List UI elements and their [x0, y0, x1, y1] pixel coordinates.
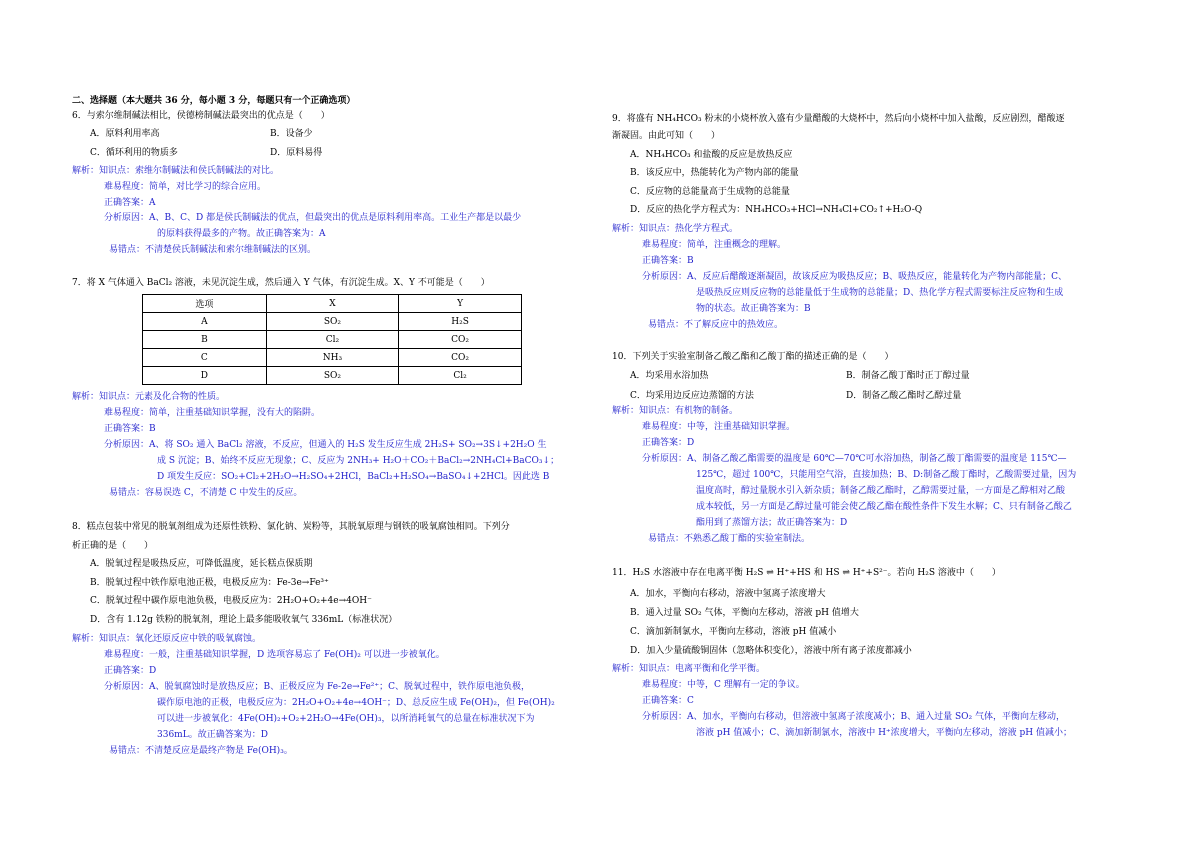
analysis-line: 分析原因：A、将 SO₂ 通入 BaCl₂ 溶液，不反应，但通入的 H₂S 发生反应生成 2H₂S+ SO₂→3S↓+2H₂O 生: [104, 440, 547, 450]
option: C．滴加新制氯水，平衡向左移动，溶液 pH 值减小: [630, 627, 837, 637]
option: A．原料利用率高: [90, 129, 160, 139]
analysis-line: 分析原因：A、制备乙酸乙酯需要的温度是 60℃—70℃可水浴加热，制备乙酸丁酯需要的温度是 115℃—: [642, 454, 1067, 464]
option: B．制备乙酸丁酯时正丁醇过量: [846, 371, 970, 381]
option: D．反应的热化学方程式为：NH₄HCO₃+HCl→NH₄Cl+CO₂↑+H₂O-Q: [630, 205, 923, 215]
analysis-line: 正确答案：B: [642, 256, 694, 266]
analysis-line: 温度高时，醇过量脱水引入新杂质；制备乙酸乙酯时，乙醇需要过量，一方面是乙醇相对乙酸: [696, 486, 1066, 496]
analysis-line: 易错点：不清楚侯氏制碱法和索尔维制碱法的区别。: [109, 245, 317, 255]
options-table: [142, 294, 522, 385]
table-header-row: [143, 295, 522, 313]
table-cell: CO₂: [399, 349, 522, 367]
option: C．均采用边反应边蒸馏的方法: [630, 391, 754, 401]
option: B．设备少: [270, 129, 313, 139]
option: C．循环利用的物质多: [90, 148, 178, 158]
analysis-line: 正确答案：B: [104, 424, 156, 434]
option: A．NH₄HCO₃ 和盐酸的反应是放热反应: [630, 150, 793, 160]
analysis-line: 难易程度：简单，注重概念的理解。: [642, 240, 787, 250]
analysis-line: 解析：知识点：有机物的制备。: [612, 406, 739, 416]
analysis-line: 分析原因：A、反应后醋酸逐渐凝固，故该反应为吸热反应；B、吸热反应，能量转化为产物内部能量；C、: [642, 272, 1068, 282]
analysis-line: 是吸热反应则反应物的总能量低于生成物的总能量；D、热化学方程式需要标注反应物和生成: [696, 288, 1064, 298]
analysis-line: 可以进一步被氧化：4Fe(OH)₂+O₂+2H₂O→4Fe(OH)₃，以所消耗氧气的总量在标准状况下为: [157, 714, 535, 724]
option: D．含有 1.12g 铁粉的脱氧剂，理论上最多能吸收氧气 336mL（标准状况）: [90, 615, 398, 625]
question-stem: 11．H₂S 水溶液中存在电离平衡 H₂S ⇌ H⁺+HS 和 HS ⇌ H⁺+S²⁻。若向 H₂S 溶液中（ ）: [612, 568, 1001, 578]
table-row: [143, 313, 522, 331]
option: A．脱氧过程是吸热反应，可降低温度，延长糕点保质期: [90, 559, 313, 569]
analysis-line: 正确答案：D: [104, 666, 157, 676]
analysis-line: 溶液 pH 值减小；C、滴加新制氯水，溶液中 H⁺浓度增大，平衡向左移动，溶液 pH 值减小；: [696, 728, 1073, 738]
table-row: [143, 349, 522, 367]
table-row: [143, 331, 522, 349]
analysis-line: 成本较低，另一方面是乙醇过量可能会使乙酸乙酯在酸性条件下发生水解；C、只有制备乙酸乙: [696, 502, 1072, 512]
table-cell: B: [143, 331, 267, 349]
analysis-line: 的原料获得最多的产物。故正确答案为：A: [157, 229, 326, 239]
analysis-line: 难易程度：中等，C 理解有一定的争议。: [642, 680, 805, 690]
option: D．制备乙酸乙酯时乙醇过量: [846, 391, 962, 401]
table-cell: Cl₂: [399, 367, 522, 385]
option: A．均采用水浴加热: [630, 371, 709, 381]
question-stem: 6．与索尔维制碱法相比，侯德榜制碱法最突出的优点是（ ）: [72, 111, 330, 121]
table-cell: SO₂: [266, 313, 398, 331]
question-stem: 10．下列关于实验室制备乙酸乙酯和乙酸丁酯的描述正确的是（ ）: [612, 352, 894, 362]
analysis-line: 易错点：不熟悉乙酸丁酯的实验室制法。: [648, 534, 811, 544]
option: C．反应物的总能量高于生成物的总能量: [630, 187, 790, 197]
analysis-line: 125℃，超过 100℃，只能用空气浴，直接加热；B、D:制备乙酸丁酯时，乙酸需要过量，因为: [696, 470, 1077, 480]
option: D．加入少量硫酸铜固体（忽略体积变化），溶液中所有离子浓度都减小: [630, 646, 912, 656]
analysis-line: 碳作原电池的正极，电极反应为：2H₂O+O₂+4e→4OH⁻；D、总反应生成 Fe(OH)₂，但 Fe(OH)₂: [157, 698, 555, 708]
analysis-line: 难易程度：一般，注重基础知识掌握，D 选项容易忘了 Fe(OH)₂ 可以进一步被氧化。: [104, 650, 445, 660]
analysis-line: 易错点：不了解反应中的热效应。: [648, 320, 784, 330]
option: B．通入过量 SO₂ 气体，平衡向左移动，溶液 pH 值增大: [630, 608, 859, 618]
analysis-line: 分析原因：A、脱氧腐蚀时是放热反应；B、正极反应为 Fe-2e→Fe²⁺；C、脱氧过程中，铁作原电池负极，: [104, 682, 531, 692]
analysis-line: 成 S 沉淀；B、始终不反应无现象；C、反应为 2NH₃+ H₂O＋CO₂＋BaCl₂→2NH₄Cl+BaCO₃↓；: [157, 456, 560, 466]
analysis-line: 难易程度：中等，注重基础知识掌握。: [642, 422, 796, 432]
table-cell: H₂S: [399, 313, 522, 331]
table-cell: Cl₂: [266, 331, 398, 349]
table-cell: A: [143, 313, 267, 331]
analysis-line: 正确答案：C: [642, 696, 694, 706]
table-cell: 选项: [143, 295, 267, 313]
analysis-line: 解析：知识点：电离平衡和化学平衡。: [612, 664, 766, 674]
table-cell: NH₃: [266, 349, 398, 367]
analysis-line: 解析：知识点：索维尔制碱法和侯氏制碱法的对比。: [72, 166, 280, 176]
question-stem: 渐凝固。由此可知（ ）: [612, 131, 721, 141]
table-cell: D: [143, 367, 267, 385]
analysis-line: 336mL。故正确答案为：D: [157, 730, 268, 740]
analysis-line: 解析：知识点：氧化还原反应中铁的吸氧腐蚀。: [72, 634, 262, 644]
option: C．脱氧过程中碳作原电池负极，电极反应为：2H₂O+O₂+4e→4OH⁻: [90, 596, 372, 606]
analysis-line: 难易程度：简单，对比学习的综合应用。: [104, 182, 267, 192]
question-stem: 7．将 X 气体通入 BaCl₂ 溶液，未见沉淀生成，然后通入 Y 气体，有沉淀生成。X、Y 不可能是（ ）: [72, 278, 490, 288]
option: D．原料易得: [270, 148, 323, 158]
question-stem: 8．糕点包装中常见的脱氧剂组成为还原性铁粉、氯化钠、炭粉等，其脱氧原理与钢铁的吸氧腐蚀相同。下列分: [72, 522, 510, 532]
question-stem: 9．将盛有 NH₄HCO₃ 粉末的小烧杯放入盛有少量醋酸的大烧杯中，然后向小烧杯中加入盐酸，反应剧烈，醋酸逐: [612, 114, 1065, 124]
table-row: [143, 367, 522, 385]
option: B．脱氧过程中铁作原电池正极，电极反应为：Fe-3e→Fe³⁺: [90, 578, 329, 588]
analysis-line: 易错点：容易误选 C，不清楚 C 中发生的反应。: [109, 488, 303, 498]
analysis-line: 难易程度：简单，注重基础知识掌握，没有大的陷阱。: [104, 408, 321, 418]
question-stem: 析正确的是（ ）: [72, 541, 154, 551]
analysis-line: 物的状态。故正确答案为：B: [696, 304, 811, 314]
analysis-line: D 项发生反应：SO₂+Cl₂+2H₂O→H₂SO₄+2HCl，BaCl₂+H₂SO₄→BaSO₄↓+2HCl。因此选 B: [157, 472, 550, 482]
option: B．该反应中，热能转化为产物内部的能量: [630, 168, 799, 178]
analysis-line: 解析：知识点：热化学方程式。: [612, 224, 739, 234]
table-cell: SO₂: [266, 367, 398, 385]
table-cell: Y: [399, 295, 522, 313]
section-title: 二、选择题（本大题共 36 分，每小题 3 分，每题只有一个正确选项）: [72, 96, 356, 106]
table-cell: CO₂: [399, 331, 522, 349]
analysis-line: 分析原因：A、加水，平衡向右移动，但溶液中氢离子浓度减小；B、通入过量 SO₂ 气体，平衡向左移动，: [642, 712, 1065, 722]
analysis-line: 酯用到了蒸馏方法；故正确答案为：D: [696, 518, 848, 528]
table-cell: C: [143, 349, 267, 367]
analysis-line: 正确答案：D: [642, 438, 695, 448]
analysis-line: 易错点：不清楚反应是最终产物是 Fe(OH)₃。: [109, 746, 293, 756]
table-cell: X: [266, 295, 398, 313]
option: A．加水，平衡向右移动，溶液中氢离子浓度增大: [630, 589, 826, 599]
analysis-line: 解析：知识点：元素及化合物的性质。: [72, 392, 226, 402]
analysis-line: 分析原因：A、B、C、D 都是侯氏制碱法的优点，但最突出的优点是原料利用率高。工业生产都是以最少: [104, 213, 522, 223]
analysis-line: 正确答案：A: [104, 198, 156, 208]
